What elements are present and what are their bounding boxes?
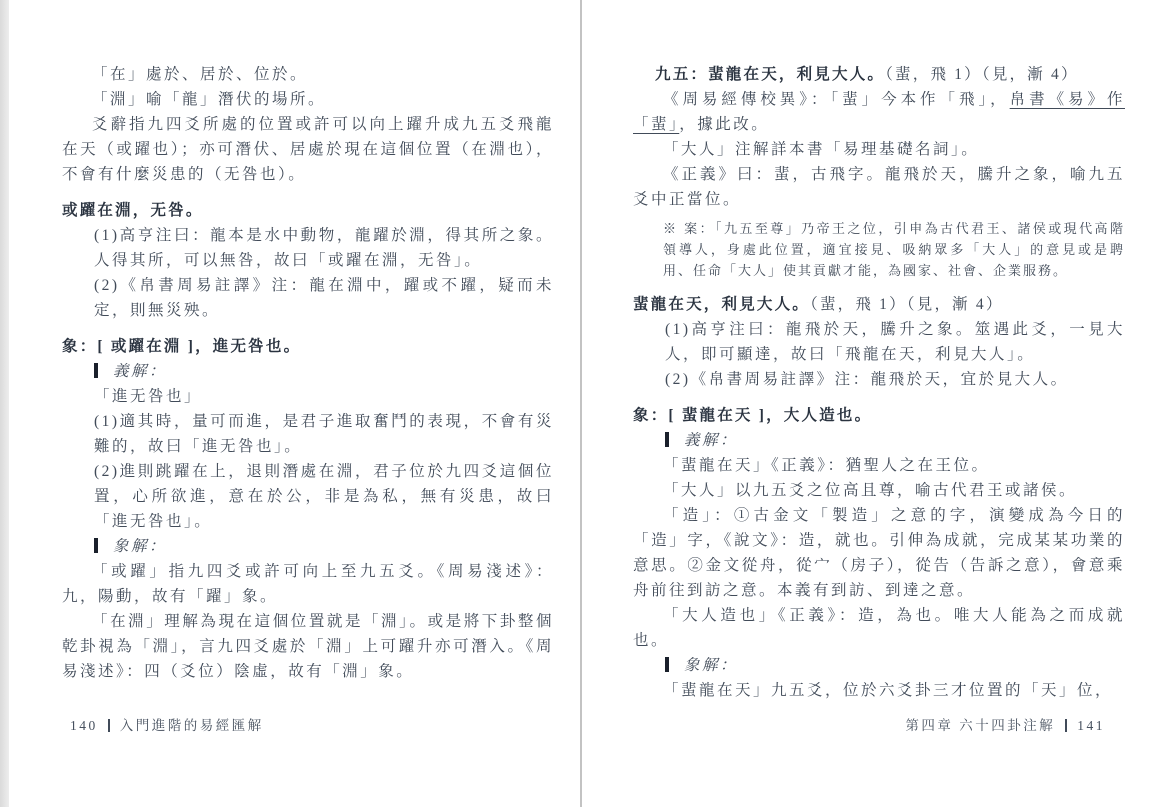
- page-edge-shadow: [0, 0, 9, 807]
- paragraph: [633, 87, 1125, 137]
- label-text: 象解：: [113, 538, 168, 555]
- label-bar-icon: [665, 657, 669, 672]
- label-text: 象解：: [684, 657, 739, 674]
- numbered-note: (1)高亨注曰：龍本是水中動物，龍躍於淵，得其所之象。人得其所，可以無咎，故曰「或躍在淵，无咎」。: [94, 227, 554, 269]
- page-right: [633, 62, 1125, 703]
- numbered-note: (2)進則跳躍在上，退則潛處在淵，君子位於九四爻這個位置，心所欲進，意在於公，非是為私，無有災患，故曰「進无咎也」。: [94, 463, 554, 530]
- header-annotation: （蜚，飛 1）（見，漸 4）: [810, 296, 1004, 313]
- label-bar-icon: [665, 432, 669, 447]
- paragraph: 《正義》曰：蜚，古飛字。龍飛於天，騰升之象，喻九五爻中正當位。: [633, 166, 1125, 208]
- section-header-yaoci: [633, 292, 1125, 317]
- page-number: 141: [1077, 718, 1105, 733]
- page-gutter-divider: [580, 0, 582, 807]
- page-left: [62, 62, 554, 684]
- header-bold-text: 九五：蜚龍在天，利見大人。: [655, 66, 886, 83]
- label-xiangjie: [665, 653, 1125, 678]
- page-number: 140: [70, 718, 98, 733]
- paragraph: 「大人造也」《正義》：造，為也。唯大人能為之而成就也。: [633, 607, 1125, 649]
- label-yijie: [94, 359, 554, 384]
- label-bar-icon: [94, 363, 98, 378]
- chapter-title: 第四章 六十四卦注解: [905, 718, 1056, 733]
- paragraph: 「大人」以九五爻之位高且尊，喻古代君王或諸侯。: [663, 482, 1078, 499]
- paragraph: 爻辭指九四爻所處的位置或許可以向上躍升成九五爻飛龍在天（或躍也）；亦可潛伏、居處於現在這個位置（在淵也），不會有什麼災患的（无咎也）。: [62, 116, 554, 183]
- section-header-yaoci: 或躍在淵，无咎。: [62, 202, 204, 219]
- numbered-note: (2)《帛書周易註譯》注：龍飛於天，宜於見大人。: [665, 371, 1069, 388]
- text-run: 《周易經傳校異》：「蜚」今本作「飛」，: [663, 91, 1010, 108]
- label-text: 義解：: [113, 363, 168, 380]
- footer-divider-icon: [1065, 719, 1067, 732]
- numbered-note: (2)《帛書周易註譯》注：龍在淵中，躍或不躍，疑而未定，則無災殃。: [94, 277, 554, 319]
- label-bar-icon: [94, 538, 98, 553]
- quoted-phrase: 「進无咎也」: [94, 388, 203, 405]
- case-note: ※ 案：「九五至尊」乃帝王之位，引申為古代君王、諸侯或現代高階領導人，身處此位置，適宜接見、吸納眾多「大人」的意見或是聘用、任命「大人」使其貢獻才能，為國家、社會、企業服務。: [663, 221, 1125, 278]
- header-bold-text: 蜚龍在天，利見大人。: [633, 296, 811, 313]
- paragraph: 「在」處於、居於、位於。: [92, 66, 309, 83]
- footer-divider-icon: [108, 719, 110, 732]
- underlined-text: 帛書《易》作「蜚」: [633, 91, 1125, 133]
- numbered-note: (1)適其時，量可而進，是君子進取奮鬥的表現，不會有災難的，故曰「進无咎也」。: [94, 413, 554, 455]
- section-header-jiuwu: [633, 62, 1125, 87]
- label-xiangjie: [94, 534, 554, 559]
- paragraph: 「蜚龍在天」九五爻，位於六爻卦三才位置的「天」位，: [663, 682, 1114, 699]
- book-title: 入門進階的易經匯解: [119, 718, 264, 733]
- paragraph: 「淵」喻「龍」潛伏的場所。: [92, 91, 327, 108]
- paragraph: 「造」：①古金文「製造」之意的字，演變成為今日的「造」字，《說文》：造，就也。引伸為成就，完成某某功業的意思。②金文從舟，從宀（房子），從告（告訴之意），會意乘舟前往到訪之意。本義有到訪、到達之意。: [633, 507, 1125, 599]
- section-header-xiang: 象：[ 或躍在淵 ]，進无咎也。: [62, 338, 302, 355]
- paragraph: 「在淵」理解為現在這個位置就是「淵」。或是將下卦整個乾卦視為「淵」，言九四爻處於「淵」上可躍升亦可潛入。《周易淺述》：四（爻位）陰虛，故有「淵」象。: [62, 613, 554, 680]
- text-run: ，據此改。: [679, 116, 770, 133]
- label-text: 義解：: [684, 432, 739, 449]
- paragraph: 「或躍」指九四爻或許可向上至九五爻。《周易淺述》：九，陽動，故有「躍」象。: [62, 563, 554, 605]
- label-yijie: [665, 428, 1125, 453]
- header-annotation: （蜚，飛 1）（見，漸 4）: [885, 66, 1079, 83]
- numbered-note: (1)高亨注曰：龍飛於天，騰升之象。筮遇此爻，一見大人，即可顯達，故曰「飛龍在天，利見大人」。: [665, 321, 1125, 363]
- page-footer-left: [70, 714, 264, 734]
- paragraph: 「蜚龍在天」《正義》：猶聖人之在王位。: [663, 457, 990, 474]
- section-header-xiang: 象：[ 蜚龍在天 ]，大人造也。: [633, 407, 873, 424]
- page-footer-right: [905, 714, 1105, 734]
- paragraph: 「大人」注解詳本書「易理基礎名詞」。: [663, 141, 980, 158]
